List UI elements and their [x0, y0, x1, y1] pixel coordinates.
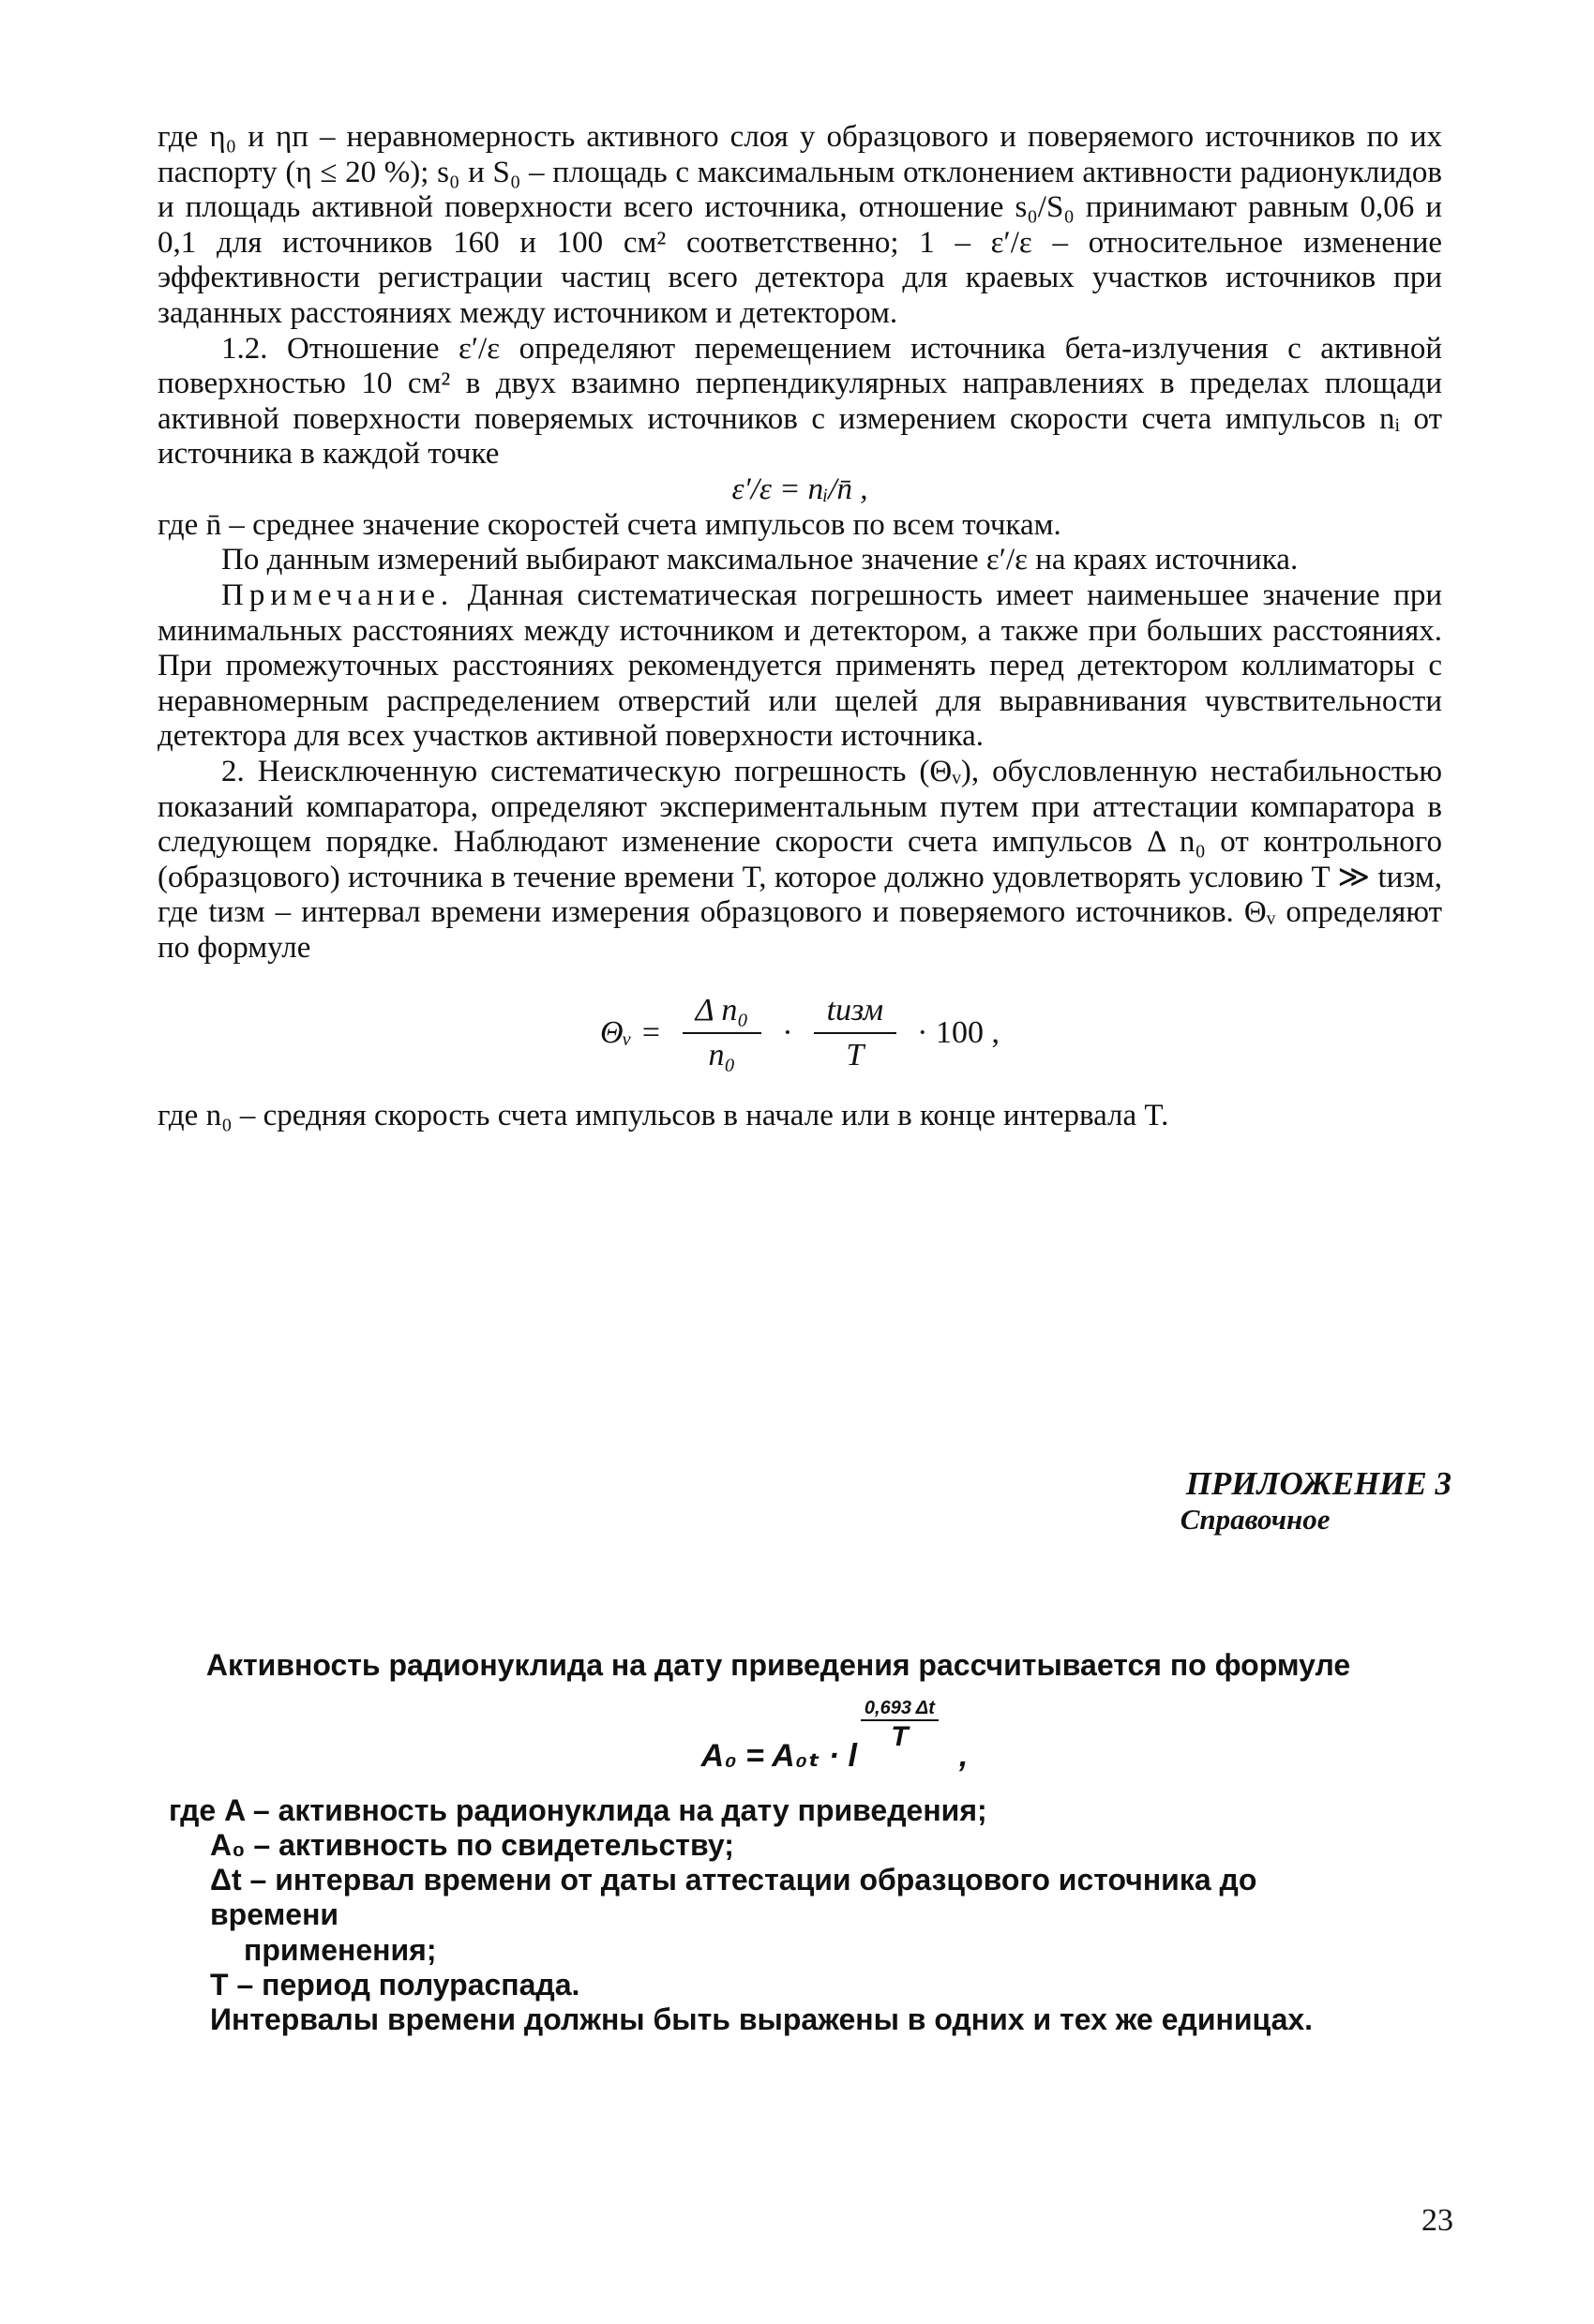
formula-tail: · 100 , [917, 1015, 1000, 1050]
paragraph-definitions: где η₀ и ηп – неравномерность активного слоя у образцового и поверяемого источников по их паспорту (η ≤ 20 %); s₀ и S₀ – площадь с максимальным отклонением активности радионуклидов и площадь активной поверхности всего источника, отношение s₀/S₀ принимают равным 0,06 и 0,1 для источников 160 и 100 см² соответственно; 1 – ε′/ε – относительное изменение эффективности регистрации частиц всего детектора для краевых участков источников при заданных расстояниях между источником и детектором. [158, 120, 1442, 331]
note-text: Данная систематическая погрешность имеет наименьшее значение при минимальных расстояниях между источником и детектором, а также при больших расстояниях. При промежуточных расстояниях рекомендуется применять перед детектором коллиматоры с неравномерным распределением отверстий или щелей для выравнивания чувствительности детектора для всех участков активной поверхности источника. [158, 577, 1442, 754]
fraction-1-denominator: n₀ [708, 1038, 736, 1073]
paragraph-mean: где n̄ – среднее значение скоростей счета импульсов по всем точкам. [158, 507, 1061, 542]
fraction-2-denominator: T [846, 1038, 865, 1073]
formula-theta-lhs: Θᵥ = [600, 1015, 662, 1050]
appendix-content [169, 1648, 1388, 2037]
definition-a0: A₀ – активность по свидетельству; [210, 1828, 734, 1863]
formula-dot: · [782, 1015, 793, 1050]
formula-activity-tail: , [958, 1737, 969, 1774]
formula-activity-base: A₀ = A₀ₜ · l [700, 1737, 857, 1774]
note-label: Примечание. [221, 577, 455, 612]
definition-delta-t-cont: применения; [244, 1932, 437, 1967]
definitions-list [169, 1793, 1388, 2037]
definition-delta-t: Δt – интервал времени от даты аттестации образцового источника до времени [210, 1863, 1257, 1932]
units-note: Интервалы времени должны быть выражены в одних и тех же единицах. [210, 2002, 1314, 2036]
fraction-2-numerator: tизм [814, 993, 897, 1035]
formula-fraction-2 [814, 993, 897, 1075]
formula-activity-exponent [861, 1698, 939, 1754]
exponent-numerator: 0,693 Δt [861, 1698, 939, 1721]
paragraph-n0: где n₀ – средняя скорость счета импульсов в начале или в конце интервала T. [158, 1099, 1169, 1133]
definition-t: T – период полураспада. [210, 1967, 580, 2002]
appendix-intro: Активность радионуклида на дату приведения рассчитывается по формуле [205, 1648, 1351, 1682]
page-number: 23 [1421, 2203, 1453, 2238]
formula-activity [281, 1698, 1388, 1775]
exponent-denominator: T [891, 1721, 909, 1753]
paragraph-1-2: 1.2. Отношение ε′/ε определяют перемещением источника бета-излучения с активной поверхностью 10 см² в двух взаимно перпендикулярных направлениях в пределах площади активной поверхности поверяемых источников с измерением скорости счета импульсов nᵢ от источника в каждой точке [158, 331, 1442, 472]
appendix-title: ПРИЛОЖЕНИЕ 3 [1185, 1465, 1451, 1502]
formula-theta [158, 993, 1442, 1075]
note-paragraph [158, 578, 1442, 755]
definition-a: где A – активность радионуклида на дату приведения; [169, 1793, 987, 1828]
main-text [158, 120, 1442, 1134]
appendix-subtitle: Справочное [1180, 1503, 1331, 1537]
formula-ratio: ε′/ε = nᵢ/n̄ , [731, 472, 868, 507]
appendix-heading [1180, 1464, 1451, 1537]
paragraph-2: 2. Неисключенную систематическую погрешность (Θᵥ), обусловленную нестабильностью показаний компаратора, определяют экспериментальным путем при аттестации компаратора в следующем порядке. Наблюдают изменение скорости счета импульсов Δ n₀ от контрольного (образцового) источника в течение времени T, которое должно удовлетворять условию T ≫ tизм, где tизм – интервал времени измерения образцового и поверяемого источников. Θᵥ определяют по формуле [158, 754, 1442, 966]
paragraph-max: По данным измерений выбирают максимальное значение ε′/ε на краях источника. [221, 543, 1299, 577]
formula-fraction-1 [683, 993, 762, 1075]
fraction-1-numerator: Δ n₀ [683, 993, 762, 1035]
